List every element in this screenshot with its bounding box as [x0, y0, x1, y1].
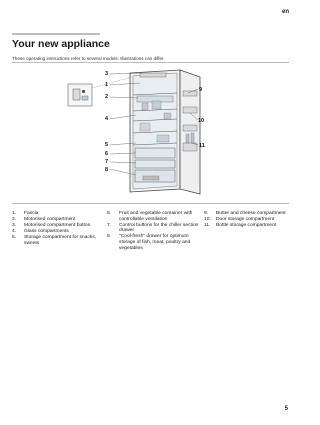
legend-column-3	[204, 211, 296, 229]
legend-number: 2.	[12, 217, 17, 223]
legend-item	[107, 211, 199, 222]
legend-number: 8.	[107, 234, 112, 240]
section-rule	[12, 33, 100, 35]
legend-text: Bottle storage compartment	[216, 223, 277, 229]
legend-item	[12, 211, 98, 217]
legend-item	[107, 223, 199, 234]
legend-text: Storage compartment for snacks, sweets	[24, 235, 97, 246]
legend-item	[204, 211, 296, 217]
language-tag: en	[281, 9, 289, 15]
legend-number: 10.	[204, 217, 211, 223]
legend-text: Butter and cheese compartment	[216, 211, 286, 216]
intro-text: These operating instructions refer to several models. Illustrations can differ.	[12, 56, 165, 61]
callout-7: 7	[105, 159, 109, 165]
appliance-illustration	[12, 62, 289, 204]
legend-item	[107, 234, 199, 251]
legend-number: 4.	[12, 229, 17, 235]
page-number: 5	[284, 406, 288, 412]
callout-6: 6	[105, 151, 109, 157]
callout-3: 3	[105, 71, 109, 77]
callout-10: 10	[198, 118, 205, 124]
callout-11: 11	[199, 143, 205, 149]
legend-text: "Cool-fresh" drawer for optimum storage of fish, meat, poultry and vegetables	[119, 234, 191, 251]
legend-text: Fascia	[24, 211, 39, 216]
callout-8: 8	[105, 167, 109, 173]
legend-number: 1.	[12, 211, 17, 216]
legend-number: 3.	[12, 223, 17, 229]
section-title: Your new appliance	[12, 38, 110, 50]
legend-text: Door storage compartment	[216, 217, 275, 223]
legend-item	[204, 223, 296, 229]
fridge-cabinet	[130, 70, 180, 192]
legend-column-2	[107, 211, 199, 252]
legend-text: Glass compartments	[24, 229, 69, 235]
control-panel-inset	[68, 77, 132, 106]
legend-text: Fruit and vegetable container with controllable ventilation	[119, 211, 193, 222]
legend-item	[12, 235, 98, 246]
callout-1: 1	[105, 82, 109, 88]
legend-number: 7.	[107, 222, 112, 228]
legend-item	[12, 217, 98, 223]
legend-text: Motorised compartment button	[24, 223, 91, 229]
callout-9: 9	[199, 87, 203, 93]
legend-item	[204, 217, 296, 223]
callout-2: 2	[105, 94, 109, 100]
legend-number: 6.	[107, 211, 112, 216]
legend-text: Control buttons for the chiller section drawer	[119, 222, 199, 234]
legend-column-1	[12, 211, 98, 247]
callout-4: 4	[105, 116, 109, 122]
legend-item	[12, 223, 98, 229]
legend-text: Motorised compartment	[24, 217, 76, 223]
legend-number: 9.	[204, 211, 209, 216]
fridge-diagram	[12, 63, 289, 203]
callout-5: 5	[105, 142, 109, 148]
legend-number: 11.	[204, 223, 211, 229]
legend-number: 5.	[12, 235, 17, 241]
